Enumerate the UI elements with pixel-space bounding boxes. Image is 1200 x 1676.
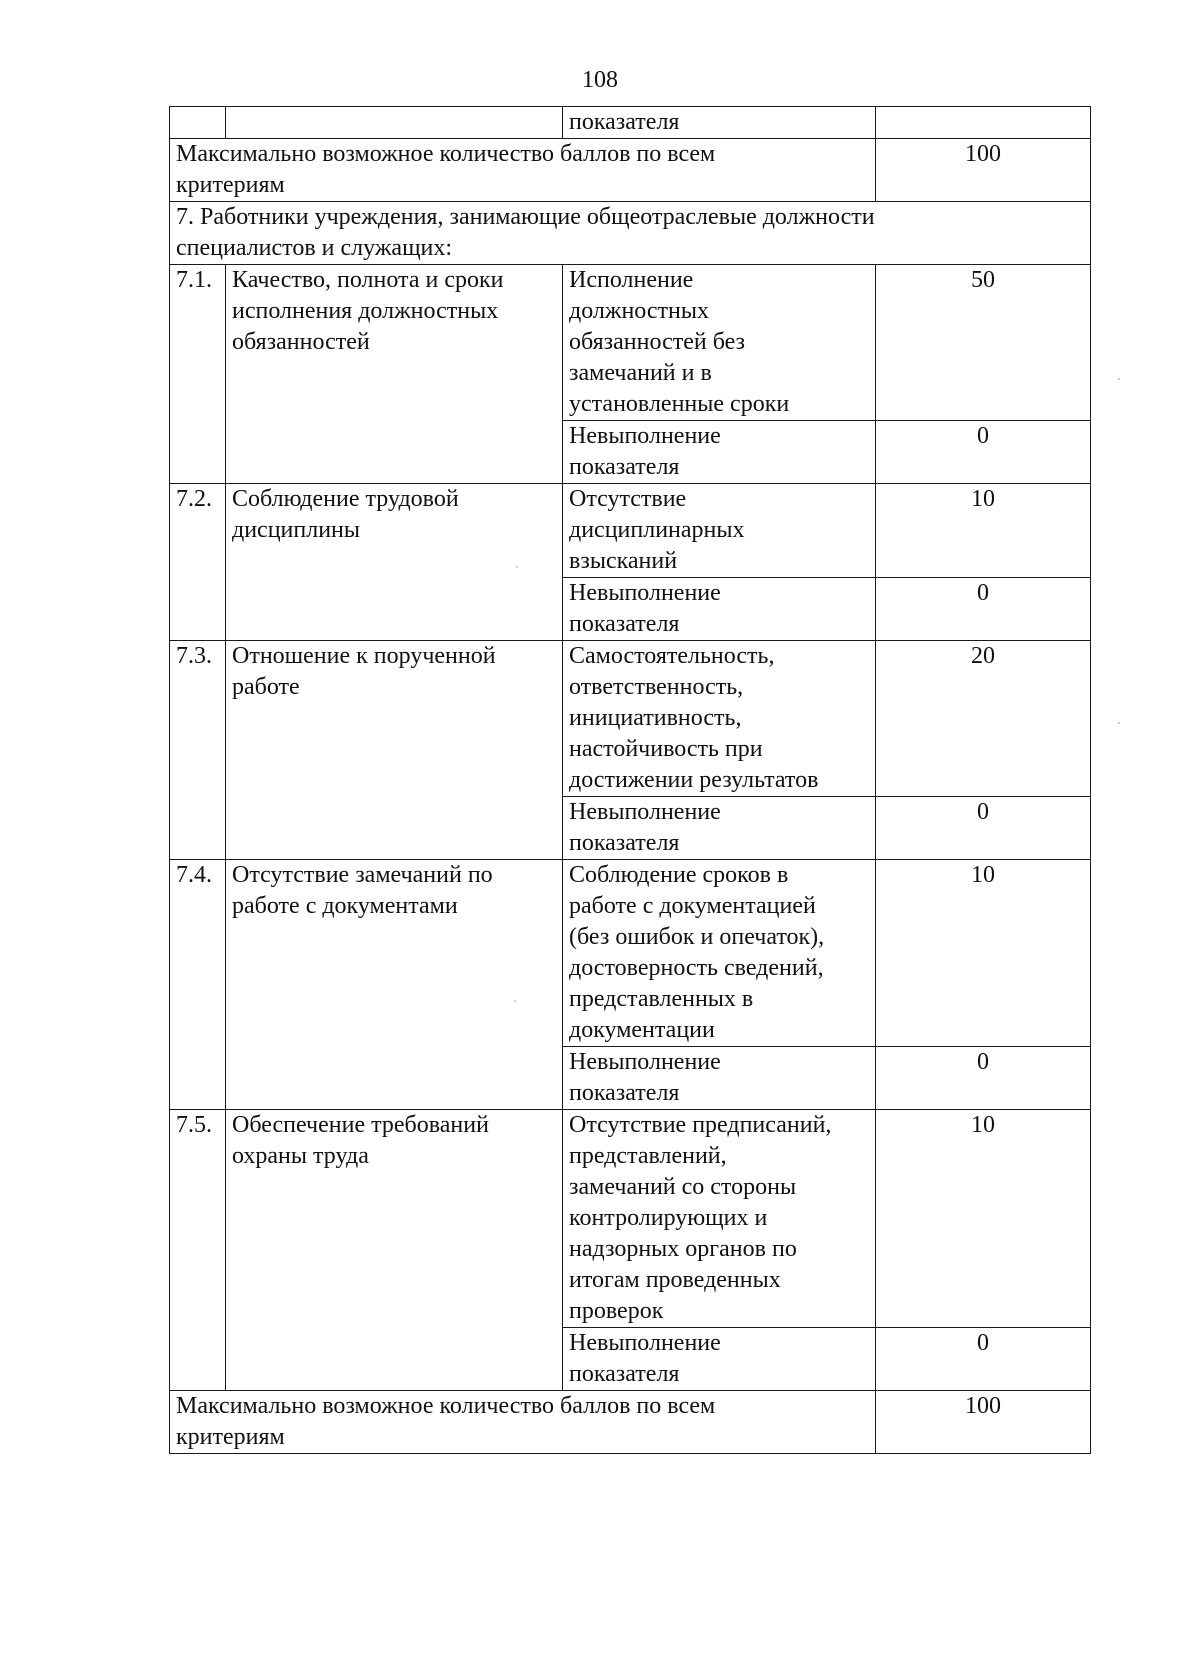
- criterion-name-line: Отношение к порученной: [232, 643, 496, 669]
- indicator-line: показателя: [569, 1080, 680, 1106]
- indicator-line: замечаний со стороны: [569, 1174, 797, 1200]
- criterion-cell: [226, 107, 563, 139]
- indicator-cell: [563, 797, 876, 860]
- total-label: [170, 139, 876, 202]
- indicator-line: (без ошибок и опечаток),: [569, 924, 825, 950]
- criterion-name-line: Качество, полнота и сроки: [232, 267, 504, 293]
- criterion-name-line: Отсутствие замечаний по: [232, 862, 493, 888]
- indicator-line: достижении результатов: [569, 767, 819, 793]
- criterion-name-line: Обеспечение требований: [232, 1112, 489, 1138]
- section-header-row: [170, 202, 1091, 265]
- indicator-line: Отсутствие: [569, 486, 687, 512]
- indicator-line: дисциплинарных: [569, 517, 745, 543]
- criterion-name-line: обязанностей: [232, 329, 370, 355]
- criterion-number: 7.4.: [170, 860, 226, 1110]
- criterion-row: [170, 860, 1091, 1047]
- indicator-line: контролирующих и: [569, 1205, 768, 1231]
- indicator-cell: [563, 107, 876, 139]
- criteria-table-body: [170, 107, 1091, 1454]
- criterion-name: [226, 1110, 563, 1391]
- criterion-name: [226, 484, 563, 641]
- indicator-line: установленные сроки: [569, 391, 790, 417]
- section-header: [170, 202, 1091, 265]
- indicator-cell: [563, 265, 876, 421]
- score-cell: 0: [876, 1047, 1091, 1110]
- indicator-line: Невыполнение: [569, 1330, 721, 1356]
- indicator-line: настойчивость при: [569, 736, 763, 762]
- criteria-table: [169, 106, 1091, 1454]
- criterion-number: 7.1.: [170, 265, 226, 484]
- indicator-line: Невыполнение: [569, 423, 721, 449]
- total-label-line: критериям: [176, 1424, 285, 1450]
- total-score: 100: [876, 139, 1091, 202]
- indicator-line: Невыполнение: [569, 580, 721, 606]
- total-label-line: критериям: [176, 172, 285, 198]
- total-label-line: Максимально возможное количество баллов по всем: [176, 141, 716, 167]
- criterion-name-line: охраны труда: [232, 1143, 369, 1169]
- criterion-row: [170, 265, 1091, 421]
- indicator-line: надзорных органов по: [569, 1236, 797, 1262]
- indicator-line: обязанностей без: [569, 329, 746, 355]
- section-header-line: 7. Работники учреждения, занимающие общеотраслевые должности: [176, 204, 875, 230]
- score-cell: 50: [876, 265, 1091, 421]
- indicator-line: Отсутствие предписаний,: [569, 1112, 832, 1138]
- total-score: 100: [876, 1391, 1091, 1454]
- indicator-line: показателя: [569, 109, 680, 135]
- criterion-number: 7.2.: [170, 484, 226, 641]
- criterion-row: [170, 641, 1091, 797]
- scan-speck: [1118, 722, 1120, 724]
- indicator-cell: [563, 641, 876, 797]
- indicator-cell: [563, 484, 876, 578]
- score-cell: [876, 107, 1091, 139]
- indicator-cell: [563, 1047, 876, 1110]
- criterion-name: [226, 265, 563, 484]
- criterion-name: [226, 860, 563, 1110]
- indicator-cell: [563, 1110, 876, 1328]
- indicator-line: взысканий: [569, 548, 678, 574]
- criterion-name: [226, 641, 563, 860]
- indicator-line: ответственность,: [569, 674, 744, 700]
- criterion-row: [170, 484, 1091, 578]
- criterion-number: 7.3.: [170, 641, 226, 860]
- criterion-number: 7.5.: [170, 1110, 226, 1391]
- indicator-line: показателя: [569, 830, 680, 856]
- indicator-line: Невыполнение: [569, 1049, 721, 1075]
- section-header-line: специалистов и служащих:: [176, 235, 453, 261]
- score-cell: 10: [876, 860, 1091, 1047]
- indicator-line: показателя: [569, 1361, 680, 1387]
- num-cell: [170, 107, 226, 139]
- total-row: [170, 139, 1091, 202]
- scan-speck: [516, 566, 518, 568]
- indicator-line: Невыполнение: [569, 799, 721, 825]
- indicator-line: проверок: [569, 1298, 664, 1324]
- indicator-line: показателя: [569, 454, 680, 480]
- indicator-line: замечаний и в: [569, 360, 712, 386]
- criterion-name-line: дисциплины: [232, 517, 361, 543]
- criterion-row: [170, 1110, 1091, 1328]
- score-cell: 10: [876, 1110, 1091, 1328]
- criterion-name-line: Соблюдение трудовой: [232, 486, 459, 512]
- score-cell: 0: [876, 421, 1091, 484]
- indicator-line: инициативность,: [569, 705, 742, 731]
- indicator-cell: [563, 1328, 876, 1391]
- criterion-name-line: исполнения должностных: [232, 298, 499, 324]
- total-row: [170, 1391, 1091, 1454]
- scan-speck: [514, 1000, 516, 1002]
- indicator-line: достоверность сведений,: [569, 955, 824, 981]
- indicator-line: документации: [569, 1017, 715, 1043]
- indicator-line: представлений,: [569, 1143, 727, 1169]
- indicator-line: Самостоятельность,: [569, 643, 775, 669]
- indicator-line: показателя: [569, 611, 680, 637]
- continuation-row: [170, 107, 1091, 139]
- indicator-cell: [563, 578, 876, 641]
- scan-speck: [1118, 378, 1120, 380]
- indicator-line: представленных в: [569, 986, 754, 1012]
- indicator-line: работе с документацией: [569, 893, 816, 919]
- indicator-line: должностных: [569, 298, 710, 324]
- score-cell: 20: [876, 641, 1091, 797]
- indicator-line: Исполнение: [569, 267, 694, 293]
- score-cell: 10: [876, 484, 1091, 578]
- indicator-line: итогам проведенных: [569, 1267, 781, 1293]
- total-label-line: Максимально возможное количество баллов по всем: [176, 1393, 716, 1419]
- score-cell: 0: [876, 578, 1091, 641]
- indicator-line: Соблюдение сроков в: [569, 862, 789, 888]
- page-number: 108: [582, 67, 618, 93]
- criterion-name-line: работе: [232, 674, 300, 700]
- score-cell: 0: [876, 797, 1091, 860]
- indicator-cell: [563, 421, 876, 484]
- indicator-cell: [563, 860, 876, 1047]
- criterion-name-line: работе с документами: [232, 893, 458, 919]
- score-cell: 0: [876, 1328, 1091, 1391]
- total-label: [170, 1391, 876, 1454]
